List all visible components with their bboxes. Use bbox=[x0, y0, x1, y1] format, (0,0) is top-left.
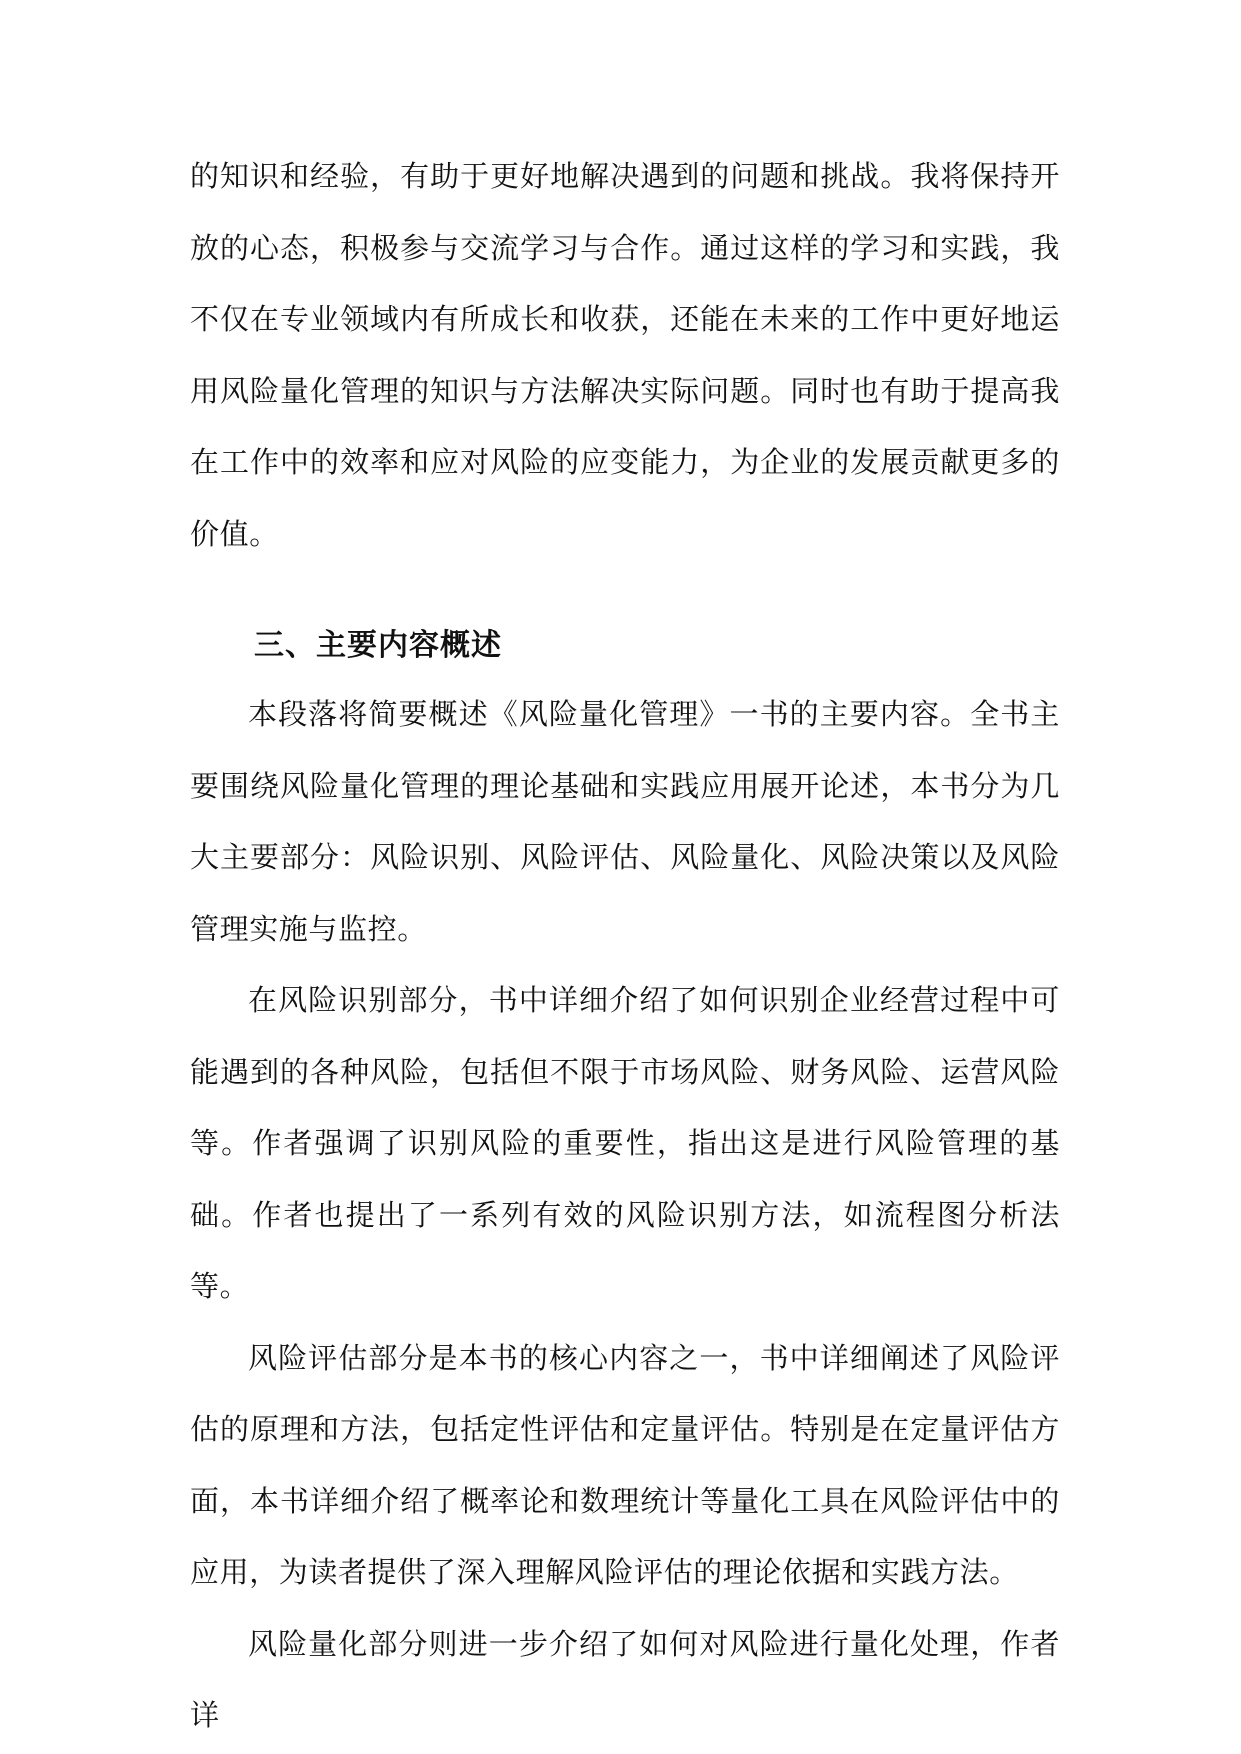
document-body bbox=[190, 141, 1060, 1752]
intro-paragraph: 的知识和经验，有助于更好地解决遇到的问题和挑战。我将保持开放的心态，积极参与交流学习与合作。通过这样的学习和实践，我不仅在专业领域内有所成长和收获，还能在未来的工作中更好地运用风险量化管理的知识与方法解决实际问题。同时也有助于提高我在工作中的效率和应对风险的应变能力，为企业的发展贡献更多的价值。 bbox=[190, 159, 1060, 551]
paragraph-risk-assessment: 风险评估部分是本书的核心内容之一，书中详细阐述了风险评估的原理和方法，包括定性评估和定量评估。特别是在定量评估方面，本书详细介绍了概率论和数理统计等量化工具在风险评估中的应用，为读者提供了深入理解风险评估的理论依据和实践方法。 bbox=[190, 1340, 1060, 1589]
section-heading: 三、主要内容概述 bbox=[254, 628, 502, 663]
paragraph-risk-quantification: 风险量化部分则进一步介绍了如何对风险进行量化处理，作者详 bbox=[190, 1626, 1060, 1732]
paragraph-overview: 本段落将简要概述《风险量化管理》一书的主要内容。全书主要围绕风险量化管理的理论基础和实践应用展开论述，本书分为几大主要部分：风险识别、风险评估、风险量化、风险决策以及风险管理实施与监控。 bbox=[190, 697, 1060, 946]
paragraph-risk-identification: 在风险识别部分，书中详细介绍了如何识别企业经营过程中可能遇到的各种风险，包括但不限于市场风险、财务风险、运营风险等。作者强调了识别风险的重要性，指出这是进行风险管理的基础。作者也提出了一系列有效的风险识别方法，如流程图分析法等。 bbox=[190, 983, 1060, 1303]
